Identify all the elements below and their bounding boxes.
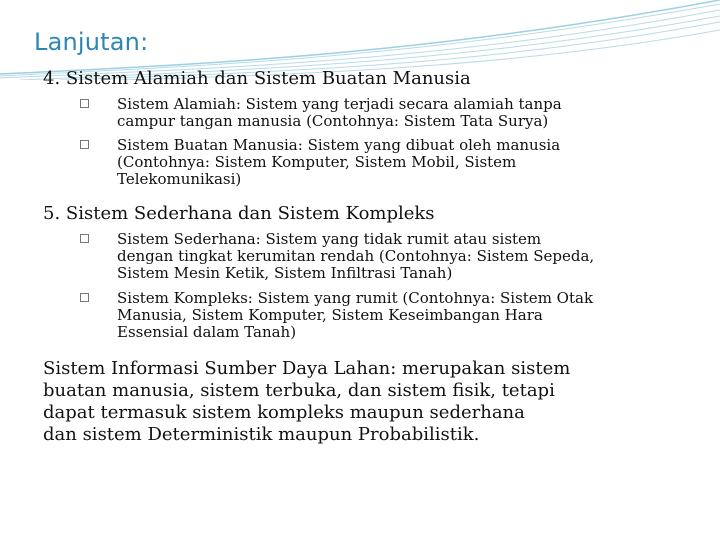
summary-paragraph: Sistem Informasi Sumber Daya Lahan: merupakan sistem buatan manusia, sistem terbuka, dan sistem fisik, tetapi dapat termasuk sistem kompleks maupun sederhana dan sistem Deterministik maupun Probabilistik.: [43, 358, 571, 445]
section-heading-4: 4. Sistem Alamiah dan Sistem Buatan Manusia: [43, 68, 471, 89]
section-heading-5: 5. Sistem Sederhana dan Sistem Kompleks: [43, 203, 435, 224]
bullet-text: Sistem Sederhana: Sistem yang tidak rumit atau sistem dengan tingkat kerumitan rendah (Contohnya: Sistem Sepeda, Sistem Mesin Ketik, Sistem Infiltrasi Tanah): [117, 230, 595, 282]
square-bullet-icon: [80, 140, 89, 149]
bullet-text: Sistem Buatan Manusia: Sistem yang dibuat oleh manusia (Contohnya: Sistem Komputer, Sistem Mobil, Sistem Telekomunikasi): [117, 136, 561, 188]
slide-title: Lanjutan:: [34, 28, 149, 56]
square-bullet-icon: [80, 293, 89, 302]
square-bullet-icon: [80, 234, 89, 243]
bullet-text: Sistem Alamiah: Sistem yang terjadi secara alamiah tanpa campur tangan manusia (Contohnya: Sistem Tata Surya): [117, 95, 562, 130]
bullet-text: Sistem Kompleks: Sistem yang rumit (Contohnya: Sistem Otak Manusia, Sistem Komputer, Sistem Keseimbangan Hara Essensial dalam Tanah): [117, 289, 594, 341]
square-bullet-icon: [80, 99, 89, 108]
